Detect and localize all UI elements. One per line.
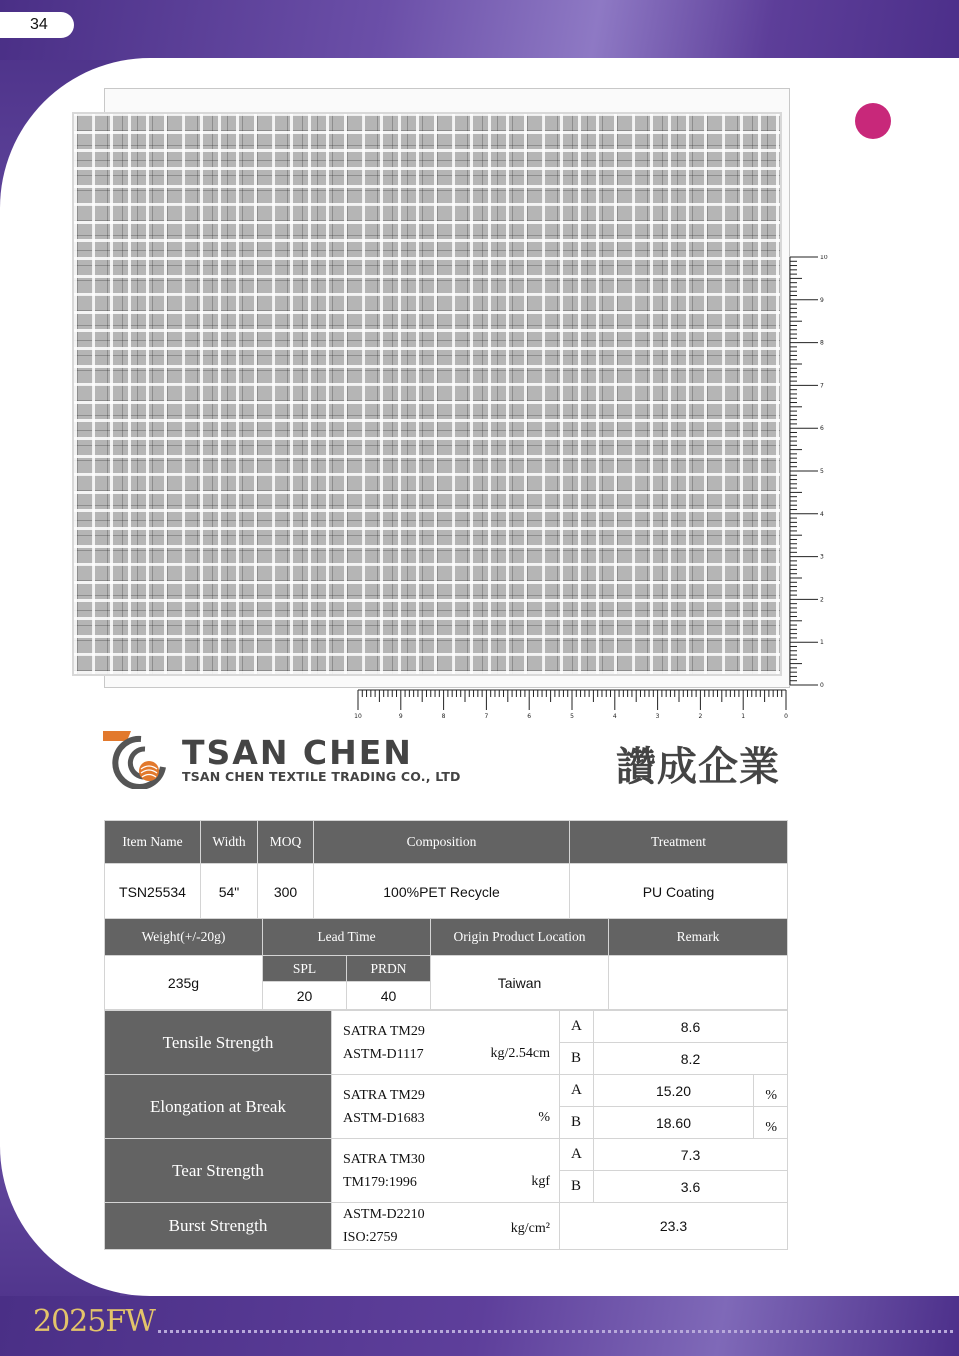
direction-b-label: B [560,1107,594,1139]
method-line-1: ASTM-D2210 [343,1207,425,1222]
elongation-a-value: 15.20 [594,1075,754,1107]
spec-table [104,820,788,920]
test-results-table [104,1010,788,1250]
direction-b-label: B [560,1043,594,1075]
ruler-h-label: 6 [527,713,532,720]
value-width: 54" [201,864,258,920]
ruler-v-label: 8 [820,339,824,347]
brand-chinese-name: 讚成企業 [616,744,780,790]
ruler-v-label: 5 [820,468,824,475]
header-prdn: PRDN [347,956,431,982]
ruler-v-label: 7 [820,382,824,390]
method-line-1: SATRA TM29 [343,1087,425,1103]
direction-a-label: A [560,1139,594,1171]
value-weight: 235g [105,956,263,1010]
value-prdn: 40 [347,982,431,1010]
value-moq: 300 [258,864,314,920]
percent-symbol: % [765,1088,777,1103]
tensile-b-value: 8.2 [594,1043,788,1075]
horizontal-ruler [354,688,790,722]
direction-a-label: A [560,1011,594,1043]
tensile-a-value: 8.6 [594,1011,788,1043]
ruler-h-label: 1 [741,713,746,720]
method-line-2: TM179:1996 [343,1174,417,1190]
top-decor-band [0,0,959,60]
brand-name: TSAN CHEN [182,733,413,772]
tsan-chen-logo-icon [103,731,169,789]
header-lead-time: Lead Time [263,919,431,956]
ruler-h-label: 7 [484,713,489,720]
ruler-v-label: 1 [820,639,824,647]
test-name-tensile: Tensile Strength [105,1011,332,1075]
ruler-h-label: 0 [784,713,788,720]
test-method-tear [332,1139,560,1203]
header-treatment: Treatment [570,821,788,864]
unit-label: % [538,1110,550,1125]
header-item-name: Item Name [105,821,201,864]
value-spl: 20 [263,982,347,1010]
unit-label: kgf [531,1174,550,1189]
value-composition: 100%PET Recycle [314,864,570,920]
header-moq: MOQ [258,821,314,864]
vertical-ruler [788,255,828,687]
elongation-b-value: 18.60 [594,1107,754,1139]
percent-symbol: % [765,1120,777,1135]
burst-value: 23.3 [560,1203,788,1250]
header-composition: Composition [314,821,570,864]
ruler-v-label: 4 [820,510,824,518]
ruler-h-label: 3 [655,713,660,720]
ruler-v-label: 10 [820,255,828,261]
test-name-elongation: Elongation at Break [105,1075,332,1139]
pink-dot-marker [855,103,891,139]
method-line-2: ASTM-D1117 [343,1046,424,1062]
percent-b-cell [754,1107,788,1139]
header-remark: Remark [609,919,788,956]
value-treatment: PU Coating [570,864,788,920]
tear-a-value: 7.3 [594,1139,788,1171]
header-weight: Weight(+/-20g) [105,919,263,956]
season-label: 2025FW [33,1304,155,1339]
direction-a-label: A [560,1075,594,1107]
brand-subtitle: TSAN CHEN TEXTILE TRADING CO., LTD [182,769,461,784]
spec-table-2 [104,918,788,1010]
percent-a-cell [754,1075,788,1107]
header-spl: SPL [263,956,347,982]
ruler-h-label: 5 [570,713,574,720]
unit-label: kg/2.54cm [490,1046,550,1061]
test-name-burst: Burst Strength [105,1203,332,1250]
ruler-v-label: 2 [820,596,824,604]
method-line-1: SATRA TM30 [343,1151,425,1167]
dotted-footer-line [158,1330,953,1333]
value-origin: Taiwan [431,956,609,1010]
direction-b-label: B [560,1171,594,1203]
test-name-tear: Tear Strength [105,1139,332,1203]
ruler-h-label: 2 [698,713,703,720]
ruler-h-label: 8 [441,713,446,720]
method-line-1: SATRA TM29 [343,1023,425,1039]
value-item-name: TSN25534 [105,864,201,920]
test-method-elongation [332,1075,560,1139]
fabric-swatch-image [74,114,780,674]
test-method-burst [332,1203,560,1250]
ruler-v-label: 6 [820,425,824,433]
ruler-h-label: 10 [354,713,362,720]
ruler-v-label: 0 [820,682,824,687]
tear-b-value: 3.6 [594,1171,788,1203]
method-line-2: ASTM-D1683 [343,1110,425,1126]
header-origin: Origin Product Location [431,919,609,956]
value-remark [609,956,788,1010]
test-method-tensile [332,1011,560,1075]
ruler-v-label: 9 [820,296,824,304]
page-number: 34 [0,12,74,38]
ruler-v-label: 3 [820,553,824,561]
header-width: Width [201,821,258,864]
unit-label: kg/cm² [510,1221,550,1236]
ruler-h-label: 4 [612,713,617,720]
ruler-h-label: 9 [398,713,403,720]
method-line-2: ISO:2759 [343,1230,398,1245]
